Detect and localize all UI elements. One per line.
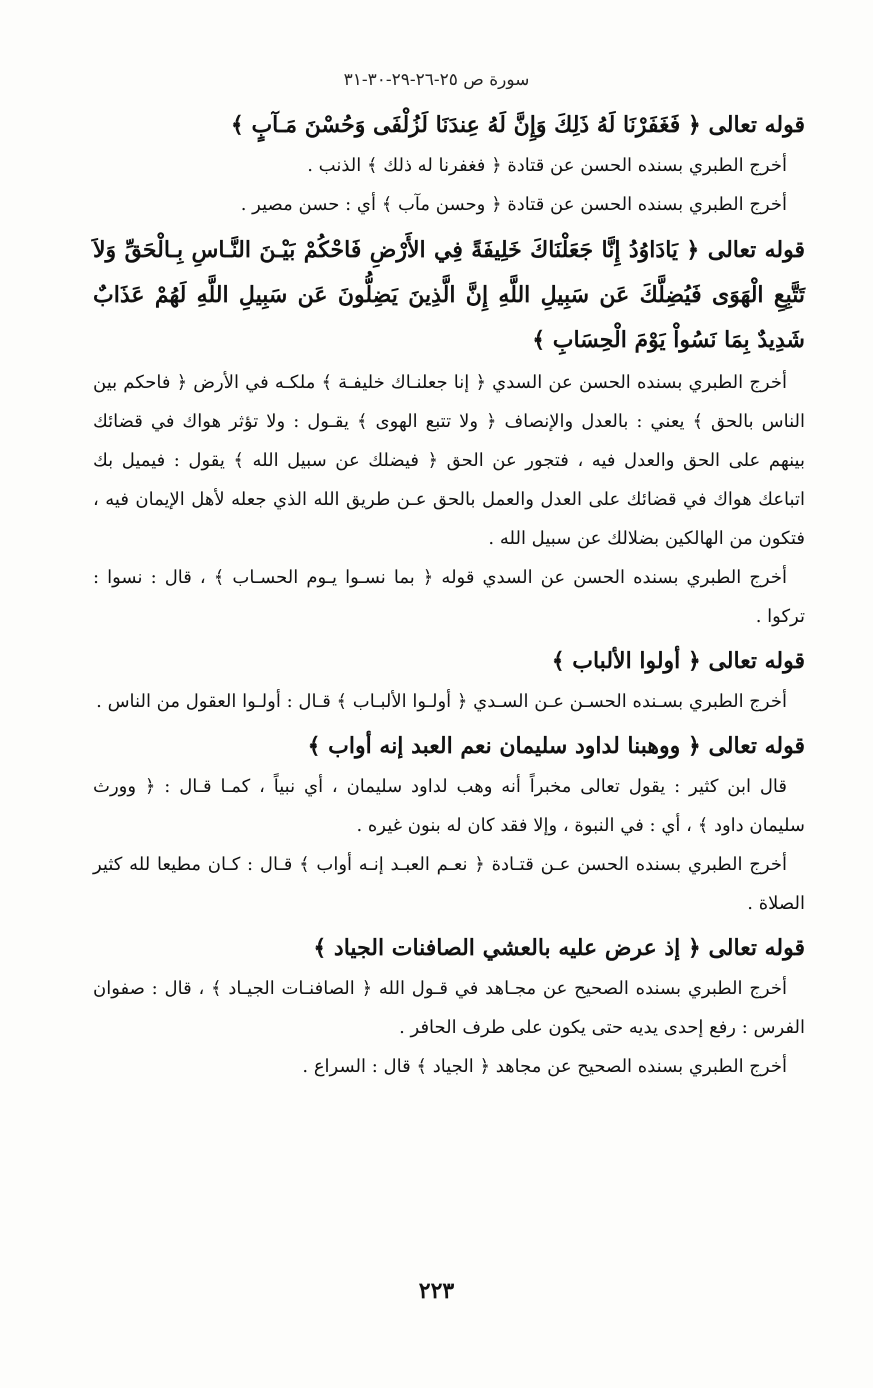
section-heading: قوله تعالى ﴿ يَادَاوُدُ إِنَّا جَعَلْنَاكَ خَلِيفَةً فِي الأَرْضِ فَاحْكُمْ بَيْـنَ النَّـاسِ بِـالْحَقِّ وَلاَ تَتَّبِعِ الْهَوَى فَيُضِلَّكَ عَن سَبِيلِ اللَّهِ إِنَّ الَّذِينَ يَضِلُّونَ عَن سَبِيلِ اللَّهِ لَهُمْ عَذَابٌ شَدِيدٌ بِمَا نَسُواْ يَوْمَ الْحِسَابِ ﴾ xyxy=(93,237,805,353)
paragraph: أخرج الطبري بسنده الحسن عن السدي قوله ﴿ بما نسـوا يـوم الحسـاب ﴾ ، قال : نسوا : تركوا . xyxy=(93,567,805,627)
paragraph: قال ابن كثير : يقول تعالى مخبراً أنه وهب لداود سليمان ، أي نبياً ، كمـا قـال : ﴿ وورث سليمان داود ﴾ ، أي : في النبوة ، وإلا فقد كان له بنون غيره . xyxy=(93,776,805,836)
page-number: ٢٢٣ xyxy=(418,1278,455,1304)
paragraph: أخرج الطبري بسنده الحسن عن قتادة ﴿ وحسن مآب ﴾ أي : حسن مصير . xyxy=(240,194,787,215)
page-body xyxy=(93,100,805,1086)
paragraph: أخرج الطبري بسـنده الحسـن عـن السـدي ﴿ أولـوا الألبـاب ﴾ قـال : أولـوا العقول من الناس . xyxy=(96,691,787,712)
paragraph: أخرج الطبري بسنده الصحيح عن مجـاهد في قـول الله ﴿ الصافنـات الجيـاد ﴾ ، قال : صفوان الفرس : رفع إحدى يديه حتى يكون على طرف الحافر . xyxy=(93,978,805,1038)
paragraph: أخرج الطبري بسنده الحسن عـن قتـادة ﴿ نعـم العبـد إنـه أواب ﴾ قـال : كـان مطيعا لله كثير الصلاة . xyxy=(93,854,805,914)
section-heading: قوله تعالى ﴿ ووهبنا لداود سليمان نعم العبد إنه أواب ﴾ xyxy=(307,733,805,759)
section-heading: قوله تعالى ﴿ أولوا الألباب ﴾ xyxy=(551,648,805,674)
paragraph: أخرج الطبري بسنده الصحيح عن مجاهد ﴿ الجياد ﴾ قال : السراع . xyxy=(302,1056,787,1077)
section-heading: قوله تعالى ﴿ فَغَفَرْنَا لَهُ ذَلِكَ وَإِنَّ لَهُ عِندَنَا لَزُلْفَى وَحُسْنَ مَـآبٍ ﴾ xyxy=(230,112,805,138)
running-header: سورة ص ٢٥-٢٦-٢٩-٣٠-٣١ xyxy=(343,70,530,90)
paragraph: أخرج الطبري بسنده الحسن عن السدي ﴿ إنا جعلنـاك خليفـة ﴾ ملكـه في الأرض ﴿ فاحكم بين الناس بالحق ﴾ يعني : بالعدل والإنصاف ﴿ ولا تتبع الهوى ﴾ يقـول : ولا تؤثر هواك في قضائك بينهم على الحق والعدل فيه ، فتجور عن الحق ﴿ فيضلك عن سبيل الله ﴾ يقول : فيميل بك اتباعك هواك في قضائك على العدل والعمل بالحق عـن طريق الله الذي جعله لأهل الإيمان فيه ، فتكون من الهالكين بضلالك عن سبيل الله . xyxy=(93,372,805,549)
paragraph: أخرج الطبري بسنده الحسن عن قتادة ﴿ فغفرنا له ذلك ﴾ الذنب . xyxy=(307,155,787,176)
section-heading: قوله تعالى ﴿ إذ عرض عليه بالعشي الصافنات الجياد ﴾ xyxy=(313,935,805,961)
